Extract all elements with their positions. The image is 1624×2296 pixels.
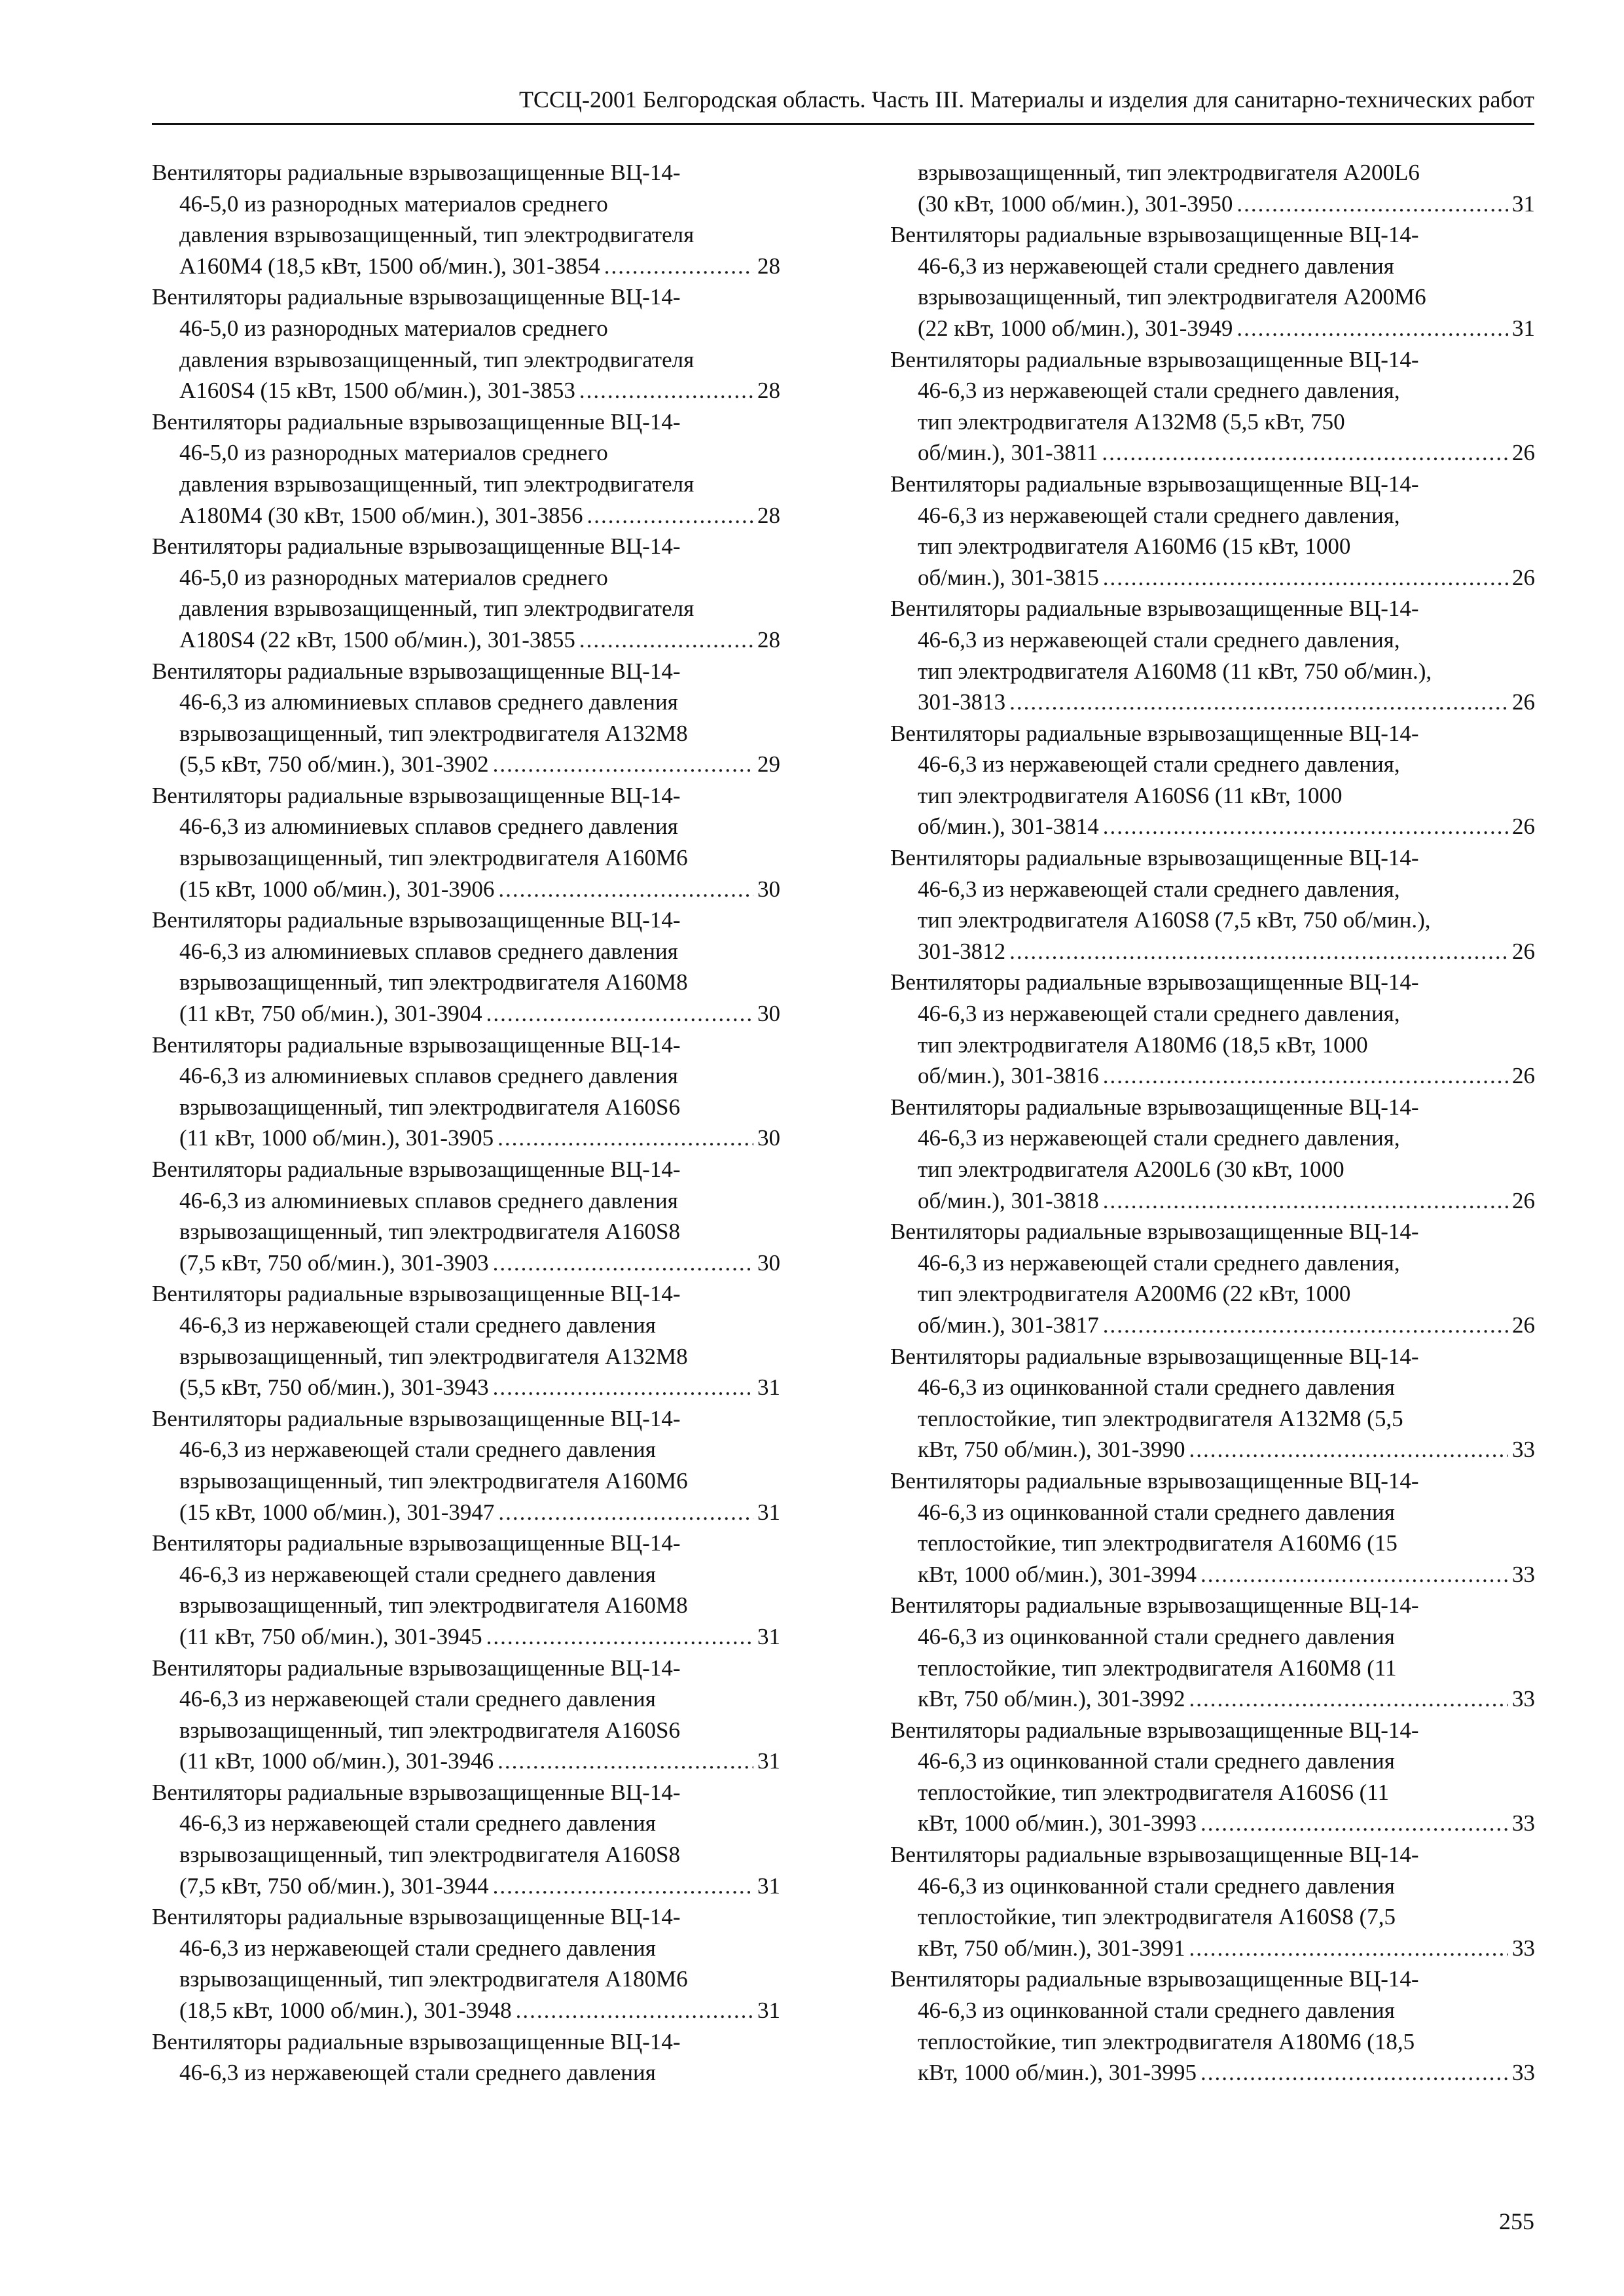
entry-page-number: 33 [1512, 2060, 1535, 2086]
index-entry [152, 780, 780, 905]
entry-last-line [152, 1746, 780, 1777]
entry-line: 46-6,3 из нержавеющей стали среднего давления [179, 1810, 656, 1837]
entry-line: 46-6,3 из оцинкованной стали среднего давления [918, 1374, 1395, 1401]
entry-text: об/мин.), 301-3815 [918, 564, 1099, 590]
header-title: ТССЦ-2001 Белгородская область. Часть III. Материалы и изделия для санитарно-технических работ [518, 86, 1534, 113]
index-entry [152, 406, 780, 531]
dot-leader [1103, 811, 1508, 842]
entry-line: Вентиляторы радиальные взрывозащищенные ВЦ-14- [890, 845, 1419, 871]
entry-line: 46-6,3 из нержавеющей стали среднего давления, [918, 502, 1400, 528]
entry-line: Вентиляторы радиальные взрывозащищенные ВЦ-14- [152, 2028, 681, 2054]
entry-text: (22 кВт, 1000 об/мин.), 301-3949 [918, 315, 1233, 341]
dot-leader [1189, 1933, 1508, 1964]
entry-last-line [152, 1871, 780, 1902]
dot-leader [498, 874, 753, 905]
index-entry [890, 967, 1535, 1091]
index-entry [890, 1715, 1535, 1839]
entry-line: 46-6,3 из нержавеющей стали среднего давления, [918, 1125, 1400, 1151]
entry-last-line [890, 437, 1535, 469]
entry-last-line [152, 749, 780, 780]
index-entry [152, 2026, 780, 2089]
entry-last-line [152, 998, 780, 1030]
index-entry [890, 1216, 1535, 1340]
index-entry [890, 157, 1535, 188]
dot-leader [1103, 562, 1508, 594]
entry-line: взрывозащищенный, тип электродвигателя А132М8 [179, 720, 688, 746]
dot-leader [498, 1497, 753, 1528]
entry-text: 301-3813 [918, 689, 1006, 715]
entry-text: об/мин.), 301-3817 [918, 1312, 1099, 1338]
entry-line: 46-6,3 из нержавеющей стали среднего давления, [918, 378, 1400, 404]
entry-text: 301-3812 [918, 938, 1006, 964]
entry-last-line [890, 562, 1535, 594]
dot-leader [604, 251, 753, 282]
entry-last-line [890, 1185, 1535, 1217]
entry-line: Вентиляторы радиальные взрывозащищенные ВЦ-14- [890, 222, 1419, 248]
entry-line: 46-6,3 из оцинкованной стали среднего давления [918, 1499, 1395, 1525]
index-entry [890, 188, 1535, 220]
entry-line: 46-6,3 из оцинкованной стали среднего давления [918, 1748, 1395, 1774]
index-entry [890, 469, 1535, 593]
entry-line: 46-6,3 из нержавеющей стали среднего давления [179, 1686, 656, 1712]
entry-line: Вентиляторы радиальные взрывозащищенные ВЦ-14- [152, 658, 681, 684]
entry-line: Вентиляторы радиальные взрывозащищенные ВЦ-14- [890, 1094, 1419, 1120]
entry-last-line [890, 188, 1535, 220]
entry-last-line [152, 500, 780, 531]
entry-last-line [152, 251, 780, 282]
entry-last-line [152, 874, 780, 905]
dot-leader [486, 1621, 753, 1653]
entry-text: кВт, 750 об/мин.), 301-3990 [918, 1437, 1185, 1463]
index-entry [890, 1590, 1535, 1714]
entry-text: (30 кВт, 1000 об/мин.), 301-3950 [918, 190, 1233, 217]
entry-page-number: 31 [757, 1998, 780, 2024]
entry-line: 46-6,3 из оцинкованной стали среднего давления [918, 1998, 1395, 2024]
entry-line: 46-6,3 из нержавеющей стали среднего давления [179, 1561, 656, 1587]
entry-line: взрывозащищенный, тип электродвигателя А160М6 [179, 1467, 688, 1494]
entry-line: взрывозащищенный, тип электродвигателя А160S8 [179, 1219, 680, 1245]
entry-line: теплостойкие, тип электродвигателя А160S6 (11 [918, 1779, 1389, 1805]
entry-line: 46-6,3 из алюминиевых сплавов среднего давления [179, 1187, 678, 1213]
entry-text: об/мин.), 301-3818 [918, 1187, 1099, 1213]
index-entry [152, 1403, 780, 1528]
dot-leader [587, 500, 753, 531]
entry-line: Вентиляторы радиальные взрывозащищенные ВЦ-14- [152, 284, 681, 310]
entry-line: Вентиляторы радиальные взрывозащищенные ВЦ-14- [152, 1779, 681, 1805]
entry-page-number: 26 [1512, 1063, 1535, 1089]
entry-page-number: 26 [1512, 689, 1535, 715]
index-entry [152, 905, 780, 1029]
entry-text: А180S4 (22 кВт, 1500 об/мин.), 301-3855 [179, 626, 575, 653]
entry-line: взрывозащищенный, тип электродвигателя А180М6 [179, 1966, 688, 1992]
entry-last-line [152, 1497, 780, 1528]
dot-leader [493, 1247, 753, 1279]
entry-line: Вентиляторы радиальные взрывозащищенные ВЦ-14- [152, 1405, 681, 1431]
entry-line: 46-5,0 из разнородных материалов среднего [179, 315, 608, 341]
entry-text: (11 кВт, 1000 об/мин.), 301-3905 [179, 1125, 494, 1151]
entry-line: 46-6,3 из нержавеющей стали среднего давления [179, 1935, 656, 1961]
entry-page-number: 30 [757, 876, 780, 902]
index-entry [890, 219, 1535, 344]
entry-line: теплостойкие, тип электродвигателя А160S8 (7,5 [918, 1904, 1396, 1930]
dot-leader [486, 998, 753, 1030]
dot-leader [1236, 188, 1508, 220]
entry-last-line [152, 1372, 780, 1403]
entry-text: (15 кВт, 1000 об/мин.), 301-3947 [179, 1499, 495, 1525]
index-entry [890, 1465, 1535, 1590]
entry-page-number: 29 [757, 751, 780, 778]
entry-line: тип электродвигателя А160S6 (11 кВт, 1000 [918, 782, 1343, 808]
entry-line: 46-6,3 из нержавеющей стали среднего давления [179, 1437, 656, 1463]
index-entry [152, 1653, 780, 1777]
entry-line: 46-6,3 из алюминиевых сплавов среднего давления [179, 814, 678, 840]
entry-line: Вентиляторы радиальные взрывозащищенные ВЦ-14- [890, 1467, 1419, 1494]
entry-last-line [890, 157, 1535, 188]
entry-last-line [890, 1683, 1535, 1715]
entry-line: взрывозащищенный, тип электродвигателя А160М8 [179, 969, 688, 996]
entry-line: Вентиляторы радиальные взрывозащищенные ВЦ-14- [890, 1717, 1419, 1743]
index-entry [890, 1092, 1535, 1216]
entry-page-number: 30 [757, 1125, 780, 1151]
entry-last-line [890, 1060, 1535, 1092]
index-entry [152, 1528, 780, 1652]
entry-line: взрывозащищенный, тип электродвигателя А160М8 [179, 1592, 688, 1619]
dot-leader [1009, 936, 1508, 967]
dot-leader [1103, 1310, 1508, 1341]
entry-text: (15 кВт, 1000 об/мин.), 301-3906 [179, 876, 495, 902]
index-entry [890, 1839, 1535, 1964]
dot-leader [1103, 1060, 1508, 1092]
entry-text: кВт, 1000 об/мин.), 301-3994 [918, 1561, 1197, 1587]
entry-text: об/мин.), 301-3811 [918, 440, 1098, 466]
entry-line: Вентиляторы радиальные взрывозащищенные ВЦ-14- [152, 1281, 681, 1307]
index-entry [152, 281, 780, 406]
entry-line: тип электродвигателя А200L6 (30 кВт, 1000 [918, 1157, 1344, 1182]
entry-line: Вентиляторы радиальные взрывозащищенные ВЦ-14- [890, 1842, 1419, 1868]
entry-page-number: 26 [1512, 1312, 1535, 1338]
entry-last-line [890, 936, 1535, 967]
entry-page-number: 30 [757, 1249, 780, 1276]
entry-page-number: 26 [1512, 440, 1535, 466]
entry-page-number: 31 [757, 1499, 780, 1525]
entry-last-line [152, 624, 780, 656]
entry-line: теплостойкие, тип электродвигателя А132М8 (5,5 [918, 1405, 1403, 1431]
entry-line: взрывозащищенный, тип электродвигателя А160S8 [179, 1842, 680, 1868]
dot-leader [493, 749, 753, 780]
entry-line: Вентиляторы радиальные взрывозащищенные ВЦ-14- [152, 533, 681, 560]
entry-text: (5,5 кВт, 750 об/мин.), 301-3943 [179, 1374, 489, 1401]
entry-line: 46-6,3 из оцинкованной стали среднего давления [918, 1623, 1395, 1649]
entry-page-number: 31 [757, 1748, 780, 1774]
entry-text: (5,5 кВт, 750 об/мин.), 301-3902 [179, 751, 489, 778]
entry-last-line [890, 2057, 1535, 2089]
entry-line: давления взрывозащищенный, тип электродвигателя [179, 471, 695, 497]
entry-line: Вентиляторы радиальные взрывозащищенные ВЦ-14- [890, 1966, 1419, 1992]
entry-line: 46-6,3 из алюминиевых сплавов среднего давления [179, 938, 678, 964]
entry-line: взрывозащищенный, тип электродвигателя А160S6 [179, 1717, 680, 1743]
entry-line: 46-6,3 из нержавеющей стали среднего давления, [918, 626, 1400, 653]
index-entry [890, 1964, 1535, 2088]
entry-line: взрывозащищенный, тип электродвигателя А200М6 [918, 284, 1426, 310]
entry-line: Вентиляторы радиальные взрывозащищенные ВЦ-14- [152, 408, 681, 435]
entry-line: Вентиляторы радиальные взрывозащищенные ВЦ-14- [152, 1157, 681, 1182]
entry-page-number: 28 [757, 253, 780, 279]
entry-line: тип электродвигателя А160S8 (7,5 кВт, 750 об/мин.), [918, 907, 1431, 933]
entry-line: тип электродвигателя А160М8 (11 кВт, 750 об/мин.), [918, 658, 1432, 684]
dot-leader [1009, 687, 1508, 718]
entry-line: теплостойкие, тип электродвигателя А160М8 (11 [918, 1655, 1397, 1681]
index-entry [152, 656, 780, 780]
entry-line: 46-5,0 из разнородных материалов среднего [179, 440, 608, 466]
entry-text: А160М4 (18,5 кВт, 1500 об/мин.), 301-3854 [179, 253, 600, 279]
entry-page-number: 26 [1512, 1187, 1535, 1213]
entry-text: кВт, 750 об/мин.), 301-3992 [918, 1686, 1185, 1712]
entry-line: Вентиляторы радиальные взрывозащищенные ВЦ-14- [152, 907, 681, 933]
entry-last-line [152, 1247, 780, 1279]
dot-leader [1200, 2057, 1508, 2089]
page-header [152, 84, 1534, 125]
entry-page-number: 31 [757, 1623, 780, 1649]
entry-line: Вентиляторы радиальные взрывозащищенные ВЦ-14- [152, 160, 681, 185]
entry-line: Вентиляторы радиальные взрывозащищенные ВЦ-14- [890, 1343, 1419, 1369]
index-entry [152, 531, 780, 655]
entry-line: тип электродвигателя А180М6 (18,5 кВт, 1000 [918, 1031, 1368, 1058]
entry-page-number: 26 [1512, 814, 1535, 840]
entry-line: 46-6,3 из оцинкованной стали среднего давления [918, 1873, 1395, 1899]
entry-line: 46-6,3 из нержавеющей стали среднего давления, [918, 1001, 1400, 1027]
entry-text: (11 кВт, 750 об/мин.), 301-3904 [179, 1001, 482, 1027]
index-entry [890, 344, 1535, 469]
dot-leader [579, 375, 753, 406]
entry-page-number: 26 [1512, 564, 1535, 590]
entry-last-line [890, 1559, 1535, 1590]
entry-line: 46-6,3 из нержавеющей стали среднего давления, [918, 1249, 1400, 1276]
entry-page-number: 33 [1512, 1437, 1535, 1463]
entry-line: тип электродвигателя А200М6 (22 кВт, 1000 [918, 1281, 1351, 1307]
entry-line: Вентиляторы радиальные взрывозащищенные ВЦ-14- [890, 1219, 1419, 1245]
entry-line: 46-5,0 из разнородных материалов среднего [179, 564, 608, 590]
entry-text: А160S4 (15 кВт, 1500 об/мин.), 301-3853 [179, 378, 575, 404]
entry-page-number: 33 [1512, 1686, 1535, 1712]
entry-page-number: 28 [757, 502, 780, 528]
entry-line: Вентиляторы радиальные взрывозащищенные ВЦ-14- [890, 346, 1419, 372]
dot-leader [493, 1372, 753, 1403]
entry-last-line [890, 1933, 1535, 1964]
index-entry [152, 1278, 780, 1403]
entry-last-line [890, 1434, 1535, 1465]
index-entry [152, 1154, 780, 1278]
dot-leader [497, 1746, 753, 1777]
entry-last-line [890, 1808, 1535, 1839]
entry-line: тип электродвигателя А160М6 (15 кВт, 1000 [918, 533, 1351, 560]
index-column-left [152, 157, 780, 2089]
entry-page-number: 31 [757, 1374, 780, 1401]
entry-page-number: 33 [1512, 1561, 1535, 1587]
entry-text: (11 кВт, 1000 об/мин.), 301-3946 [179, 1748, 494, 1774]
index-entry [152, 1777, 780, 1901]
entry-line: Вентиляторы радиальные взрывозащищенные ВЦ-14- [152, 1530, 681, 1556]
dot-leader [1200, 1559, 1508, 1590]
entry-page-number: 31 [757, 1873, 780, 1899]
entry-line: 46-6,3 из нержавеющей стали среднего давления [179, 2060, 656, 2086]
entry-line: давления взрывозащищенный, тип электродвигателя [179, 346, 695, 372]
dot-leader [1102, 437, 1508, 469]
dot-leader [1103, 1185, 1508, 1217]
entry-text: об/мин.), 301-3814 [918, 814, 1099, 840]
entry-line: Вентиляторы радиальные взрывозащищенные ВЦ-14- [890, 969, 1419, 996]
entry-line: взрывозащищенный, тип электродвигателя А132М8 [179, 1343, 688, 1369]
entry-line: Вентиляторы радиальные взрывозащищенные ВЦ-14- [890, 1592, 1419, 1619]
entry-line: Вентиляторы радиальные взрывозащищенные ВЦ-14- [152, 1031, 681, 1058]
entry-text: (11 кВт, 750 об/мин.), 301-3945 [179, 1623, 482, 1649]
index-entry [152, 1030, 780, 1154]
entry-line: Вентиляторы радиальные взрывозащищенные ВЦ-14- [152, 1904, 681, 1930]
dot-leader [1189, 1434, 1508, 1465]
entry-line: 46-6,3 из нержавеющей стали среднего давления [918, 253, 1394, 279]
entry-text: А180М4 (30 кВт, 1500 об/мин.), 301-3856 [179, 502, 583, 528]
entry-text: кВт, 750 об/мин.), 301-3991 [918, 1935, 1185, 1961]
entry-last-line [152, 375, 780, 406]
entry-last-line [890, 811, 1535, 842]
entry-line: 46-6,3 из алюминиевых сплавов среднего давления [179, 689, 678, 715]
dot-leader [579, 624, 753, 656]
entry-line: давления взрывозащищенный, тип электродвигателя [179, 222, 695, 248]
entry-line: 46-6,3 из нержавеющей стали среднего давления, [918, 751, 1400, 778]
entry-text: (18,5 кВт, 1000 об/мин.), 301-3948 [179, 1998, 512, 2024]
entry-line: 46-6,3 из нержавеющей стали среднего давления [179, 1312, 656, 1338]
entry-line: Вентиляторы радиальные взрывозащищенные ВЦ-14- [890, 596, 1419, 622]
entry-page-number: 28 [757, 378, 780, 404]
entry-page-number: 31 [1512, 315, 1535, 341]
entry-text: кВт, 1000 об/мин.), 301-3993 [918, 1810, 1197, 1837]
entry-line: Вентиляторы радиальные взрывозащищенные ВЦ-14- [152, 782, 681, 808]
entry-text: кВт, 1000 об/мин.), 301-3995 [918, 2060, 1197, 2086]
dot-leader [497, 1122, 753, 1154]
dot-leader [1189, 1683, 1508, 1715]
entry-page-number: 28 [757, 626, 780, 653]
entry-line: взрывозащищенный, тип электродвигателя А160М6 [179, 845, 688, 871]
entry-last-line [890, 313, 1535, 344]
entry-last-line [152, 1122, 780, 1154]
index-entry [890, 718, 1535, 842]
entry-line: Вентиляторы радиальные взрывозащищенные ВЦ-14- [890, 720, 1419, 746]
entry-page-number: 33 [1512, 1810, 1535, 1837]
entry-text: взрывозащищенный, тип электродвигателя А200L6 [918, 160, 1420, 185]
entry-line: теплостойкие, тип электродвигателя А160М6 (15 [918, 1530, 1398, 1556]
entry-text: (7,5 кВт, 750 об/мин.), 301-3903 [179, 1249, 489, 1276]
entry-line: тип электродвигателя А132М8 (5,5 кВт, 750 [918, 408, 1345, 435]
entry-last-line [890, 1310, 1535, 1341]
index-entry [152, 1901, 780, 2026]
entry-last-line [152, 1621, 780, 1653]
entry-line: Вентиляторы радиальные взрывозащищенные ВЦ-14- [152, 1655, 681, 1681]
entry-text: об/мин.), 301-3816 [918, 1063, 1099, 1089]
index-column-right [890, 157, 1535, 2089]
index-entry [890, 1341, 1535, 1465]
entry-text: (7,5 кВт, 750 об/мин.), 301-3944 [179, 1873, 489, 1899]
dot-leader [516, 1995, 753, 2026]
entry-line: 46-5,0 из разнородных материалов среднего [179, 190, 608, 217]
dot-leader [1200, 1808, 1508, 1839]
index-entry [152, 157, 780, 281]
entry-line: теплостойкие, тип электродвигателя А180М6 (18,5 [918, 2028, 1415, 2054]
entry-page-number: 33 [1512, 1935, 1535, 1961]
dot-leader [1236, 313, 1508, 344]
entry-line: давления взрывозащищенный, тип электродвигателя [179, 596, 695, 622]
index-entry [890, 593, 1535, 717]
page-number: 255 [1499, 2208, 1534, 2234]
entry-line: взрывозащищенный, тип электродвигателя А160S6 [179, 1094, 680, 1120]
entry-last-line [890, 687, 1535, 718]
entry-line: Вентиляторы радиальные взрывозащищенные ВЦ-14- [890, 471, 1419, 497]
entry-page-number: 26 [1512, 938, 1535, 964]
entry-page-number: 31 [1512, 190, 1535, 217]
dot-leader [493, 1871, 753, 1902]
index-entry [890, 842, 1535, 967]
entry-line: 46-6,3 из нержавеющей стали среднего давления, [918, 876, 1400, 902]
entry-last-line [152, 1995, 780, 2026]
entry-line: 46-6,3 из алюминиевых сплавов среднего давления [179, 1063, 678, 1089]
entry-page-number: 30 [757, 1001, 780, 1027]
